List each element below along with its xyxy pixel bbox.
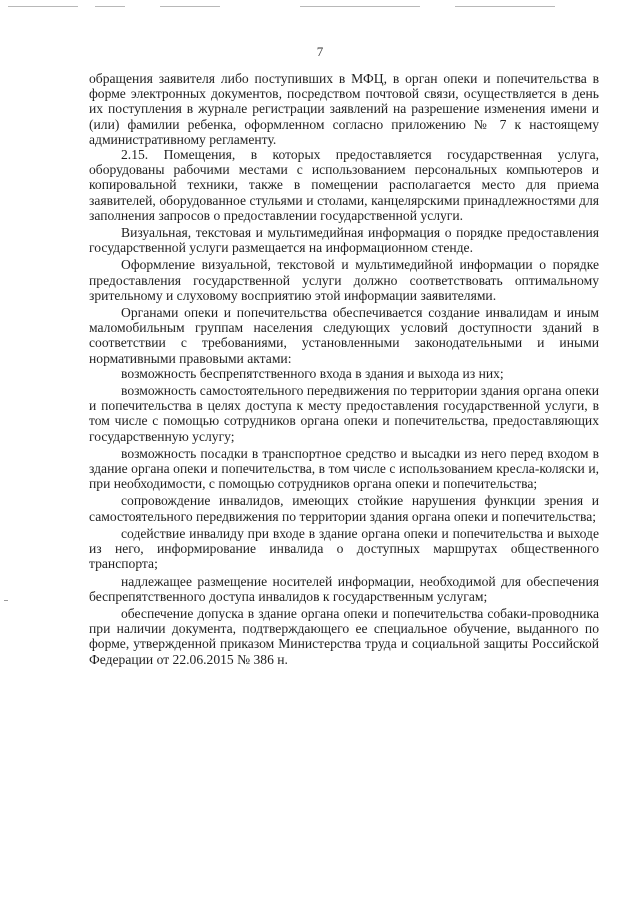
margin-mark <box>4 600 8 601</box>
scan-edge-artifact <box>0 0 640 12</box>
list-item-entrance: возможность беспрепятственного входа в здания и выхода из них; <box>121 365 504 381</box>
paragraph-section-2-15: 2.15. Помещения, в которых предоставляется государственная услуга, оборудованы рабочими местами с использованием персональных компьютеров и копировальной техники, также в помещении располагается место для приема заявителей, оборудованное стульями и столами, канцелярскими принадлежностями для заполнения запросов о предоставлении государственной услуги. <box>89 147 599 223</box>
list-item-escort: сопровождение инвалидов, имеющих стойкие нарушения функции зрения и самостоятельного передвижения по территории здания органа опеки и попечительства; <box>89 493 599 524</box>
paragraph-information-design: Оформление визуальной, текстовой и мультимедийной информации о порядке предоставления государственной услуги должно соответствовать оптимальному зрительному и слуховому восприятию этой информации заявителями. <box>89 257 599 303</box>
paragraph-information-stand: Визуальная, текстовая и мультимедийная информация о порядке предоставления государственной услуги размещается на информационном стенде. <box>89 225 599 256</box>
list-item-transport: возможность посадки в транспортное средство и высадки из него перед входом в здание органа опеки и попечительства, в том числе с использованием кресла-коляски и, при необходимости, с помощью сотрудников органа опеки и попечительства; <box>89 445 599 492</box>
list-item-guide-dog: обеспечение допуска в здание органа опеки и попечительства собаки-проводника при наличии документа, подтверждающего ее специальное обучение, выданного по форме, утвержденной приказом Министерства труда и социальной защиты Российской Федерации от 22.06.2015 № 386 н. <box>89 605 599 667</box>
page-number: 7 <box>316 44 324 59</box>
document-body <box>89 71 599 667</box>
paragraph-accessibility-conditions: Органами опеки и попечительства обеспечивается создание инвалидам и иным маломобильным группам населения следующих условий доступности зданий в соответствии с требованиями, установленными законодательными и иными нормативными правовыми актами: <box>89 305 599 366</box>
paragraph-application-registration: обращения заявителя либо поступивших в МФЦ, в орган опеки и попечительства в форме электронных документов, посредством почтовой связи, осуществляется в день их поступления в журнале регистрации заявлений на разрешение изменения имени и (или) фамилии ребенка, оформленном согласно приложению № 7 к настоящему административному регламенту. <box>89 71 599 147</box>
list-item-assistance: содействие инвалиду при входе в здание органа опеки и попечительства и выходе из него, информирование инвалида о доступных маршрутах общественного транспорта; <box>89 525 599 572</box>
list-item-movement: возможность самостоятельного передвижения по территории здания органа опеки и попечительства в целях доступа к месту предоставления государственной услуги, в том числе с помощью сотрудников органа опеки и попечительства, предоставляющих государственную услугу; <box>89 383 599 444</box>
list-item-information-carriers: надлежащее размещение носителей информации, необходимой для обеспечения беспрепятственного доступа инвалидов к государственным услугам; <box>89 573 599 604</box>
